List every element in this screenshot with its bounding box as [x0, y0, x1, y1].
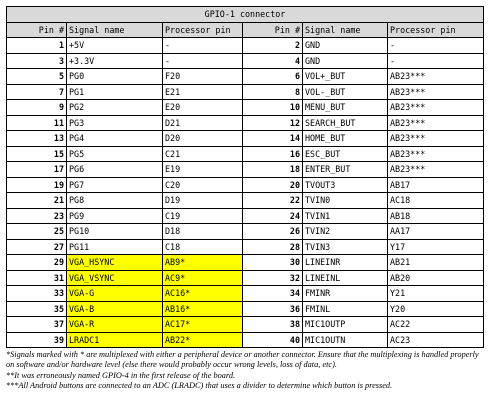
- left-signal-name-cell: PG2: [67, 100, 163, 116]
- right-pin-cell: 2: [243, 38, 303, 54]
- left-processor-pin-cell: D20: [163, 131, 243, 147]
- left-pin-cell: 29: [7, 255, 67, 271]
- footnote-android-buttons: ***All Android buttons are connected to an ADC (LRADC) that uses a divider to determine which button is pressed.: [6, 381, 393, 391]
- right-processor-pin-cell: AC23: [388, 332, 484, 348]
- right-pin-cell: 20: [243, 177, 303, 193]
- left-signal-name-cell: VGA-G: [67, 286, 163, 302]
- right-pin-cell: 26: [243, 224, 303, 240]
- gpio-connector-table: [6, 6, 484, 348]
- table-row: [7, 146, 484, 162]
- right-processor-pin-cell: Y17: [388, 239, 484, 255]
- right-pin-cell: 36: [243, 301, 303, 317]
- right-pin-cell: 4: [243, 53, 303, 69]
- left-pin-cell: 37: [7, 317, 67, 333]
- left-processor-pin-cell: -: [163, 53, 243, 69]
- left-signal-name-cell: +5V: [67, 38, 163, 54]
- right-signal-name-cell: GND: [303, 53, 388, 69]
- table-row: [7, 332, 484, 348]
- left-processor-pin-cell: AB22*: [163, 332, 243, 348]
- right-signal-name-cell: HOME_BUT: [303, 131, 388, 147]
- table-row: [7, 193, 484, 209]
- left-pin-cell: 25: [7, 224, 67, 240]
- left-processor-pin-cell: C20: [163, 177, 243, 193]
- right-processor-pin-cell: AB18: [388, 208, 484, 224]
- table-row: [7, 84, 484, 100]
- right-signal-name-cell: FMINL: [303, 301, 388, 317]
- left-signal-name-cell: PG3: [67, 115, 163, 131]
- right-pin-cell: 38: [243, 317, 303, 333]
- left-signal-name-cell: VGA_HSYNC: [67, 255, 163, 271]
- right-processor-pin-cell: AB23***: [388, 84, 484, 100]
- left-processor-pin-cell: D21: [163, 115, 243, 131]
- footnote-gpio4-name: **It was erroneously named GPIO-4 in the first release of the board.: [6, 370, 236, 380]
- left-signal-name-cell: LRADC1: [67, 332, 163, 348]
- right-processor-pin-cell: AB23***: [388, 162, 484, 178]
- header-left-signal-name: Signal name: [67, 22, 163, 38]
- right-signal-name-cell: ESC_BUT: [303, 146, 388, 162]
- right-signal-name-cell: ENTER_BUT: [303, 162, 388, 178]
- left-processor-pin-cell: E19: [163, 162, 243, 178]
- header-left-processor-pin: Processor pin: [163, 22, 243, 38]
- table-row: [7, 208, 484, 224]
- left-processor-pin-cell: AC17*: [163, 317, 243, 333]
- table-row: [7, 115, 484, 131]
- right-pin-cell: 24: [243, 208, 303, 224]
- gpio-document: [6, 6, 483, 392]
- right-pin-cell: 32: [243, 270, 303, 286]
- header-right-processor-pin: Processor pin: [388, 22, 484, 38]
- table-row: [7, 255, 484, 271]
- left-processor-pin-cell: F20: [163, 69, 243, 85]
- right-signal-name-cell: MENU_BUT: [303, 100, 388, 116]
- right-pin-cell: 34: [243, 286, 303, 302]
- footnote-multiplexing: *Signals marked with * are multiplexed with either a peripheral device or another connector. Ensure that the multiplexing is handled properly on software and/or hardware level (else there would probably occur wrong levels, loss of data, etc).: [6, 350, 479, 370]
- left-signal-name-cell: PG11: [67, 239, 163, 255]
- right-processor-pin-cell: Y21: [388, 286, 484, 302]
- left-pin-cell: 9: [7, 100, 67, 116]
- right-processor-pin-cell: AB23***: [388, 146, 484, 162]
- left-pin-cell: 11: [7, 115, 67, 131]
- right-signal-name-cell: VOL+_BUT: [303, 69, 388, 85]
- right-processor-pin-cell: AB17: [388, 177, 484, 193]
- header-left-pin: Pin #: [7, 22, 67, 38]
- right-pin-cell: 16: [243, 146, 303, 162]
- right-signal-name-cell: TVIN1: [303, 208, 388, 224]
- left-processor-pin-cell: D18: [163, 224, 243, 240]
- right-processor-pin-cell: -: [388, 53, 484, 69]
- left-processor-pin-cell: E21: [163, 84, 243, 100]
- right-pin-cell: 6: [243, 69, 303, 85]
- right-pin-cell: 14: [243, 131, 303, 147]
- right-signal-name-cell: MIC1OUTP: [303, 317, 388, 333]
- left-signal-name-cell: VGA-B: [67, 301, 163, 317]
- left-signal-name-cell: PG1: [67, 84, 163, 100]
- right-pin-cell: 10: [243, 100, 303, 116]
- table-row: [7, 131, 484, 147]
- left-signal-name-cell: VGA-R: [67, 317, 163, 333]
- left-pin-cell: 5: [7, 69, 67, 85]
- left-pin-cell: 39: [7, 332, 67, 348]
- right-pin-cell: 18: [243, 162, 303, 178]
- right-signal-name-cell: LINEINR: [303, 255, 388, 271]
- header-right-pin: Pin #: [243, 22, 303, 38]
- left-signal-name-cell: PG8: [67, 193, 163, 209]
- right-processor-pin-cell: AA17: [388, 224, 484, 240]
- left-pin-cell: 23: [7, 208, 67, 224]
- left-pin-cell: 15: [7, 146, 67, 162]
- right-signal-name-cell: TVOUT3: [303, 177, 388, 193]
- right-pin-cell: 40: [243, 332, 303, 348]
- right-pin-cell: 22: [243, 193, 303, 209]
- header-right-signal-name: Signal name: [303, 22, 388, 38]
- left-processor-pin-cell: AB16*: [163, 301, 243, 317]
- left-processor-pin-cell: AB9*: [163, 255, 243, 271]
- table-row: [7, 177, 484, 193]
- right-processor-pin-cell: AB23***: [388, 100, 484, 116]
- left-signal-name-cell: VGA_VSYNC: [67, 270, 163, 286]
- right-signal-name-cell: MIC1OUTN: [303, 332, 388, 348]
- table-title-row: [7, 7, 484, 23]
- table-row: [7, 239, 484, 255]
- table-row: [7, 301, 484, 317]
- left-pin-cell: 19: [7, 177, 67, 193]
- right-processor-pin-cell: AB21: [388, 255, 484, 271]
- left-signal-name-cell: PG5: [67, 146, 163, 162]
- left-processor-pin-cell: -: [163, 38, 243, 54]
- table-row: [7, 53, 484, 69]
- left-processor-pin-cell: E20: [163, 100, 243, 116]
- footnotes: [6, 350, 483, 392]
- table-row: [7, 38, 484, 54]
- left-pin-cell: 35: [7, 301, 67, 317]
- left-signal-name-cell: PG9: [67, 208, 163, 224]
- right-processor-pin-cell: -: [388, 38, 484, 54]
- table-row: [7, 69, 484, 85]
- left-signal-name-cell: PG10: [67, 224, 163, 240]
- right-signal-name-cell: LINEINL: [303, 270, 388, 286]
- left-pin-cell: 7: [7, 84, 67, 100]
- right-processor-pin-cell: AB23***: [388, 115, 484, 131]
- left-pin-cell: 3: [7, 53, 67, 69]
- left-processor-pin-cell: C19: [163, 208, 243, 224]
- right-processor-pin-cell: AB23***: [388, 69, 484, 85]
- left-signal-name-cell: PG4: [67, 131, 163, 147]
- right-pin-cell: 12: [243, 115, 303, 131]
- table-row: [7, 100, 484, 116]
- left-processor-pin-cell: C18: [163, 239, 243, 255]
- left-pin-cell: 31: [7, 270, 67, 286]
- right-processor-pin-cell: AB20: [388, 270, 484, 286]
- right-processor-pin-cell: AB23***: [388, 131, 484, 147]
- left-processor-pin-cell: C21: [163, 146, 243, 162]
- left-processor-pin-cell: D19: [163, 193, 243, 209]
- right-signal-name-cell: FMINR: [303, 286, 388, 302]
- right-pin-cell: 30: [243, 255, 303, 271]
- left-signal-name-cell: PG7: [67, 177, 163, 193]
- right-signal-name-cell: TVIN0: [303, 193, 388, 209]
- table-row: [7, 162, 484, 178]
- table-row: [7, 317, 484, 333]
- left-pin-cell: 27: [7, 239, 67, 255]
- right-processor-pin-cell: AC18: [388, 193, 484, 209]
- right-signal-name-cell: SEARCH_BUT: [303, 115, 388, 131]
- table-row: [7, 224, 484, 240]
- left-signal-name-cell: PG0: [67, 69, 163, 85]
- right-signal-name-cell: TVIN2: [303, 224, 388, 240]
- table-header-row: [7, 22, 484, 38]
- left-pin-cell: 13: [7, 131, 67, 147]
- table-title: GPIO-1 connector: [7, 7, 484, 23]
- left-signal-name-cell: PG6: [67, 162, 163, 178]
- table-body: [7, 38, 484, 348]
- table-row: [7, 270, 484, 286]
- right-pin-cell: 28: [243, 239, 303, 255]
- table-row: [7, 286, 484, 302]
- left-pin-cell: 17: [7, 162, 67, 178]
- left-processor-pin-cell: AC9*: [163, 270, 243, 286]
- left-processor-pin-cell: AC16*: [163, 286, 243, 302]
- right-signal-name-cell: TVIN3: [303, 239, 388, 255]
- right-signal-name-cell: VOL-_BUT: [303, 84, 388, 100]
- left-signal-name-cell: +3.3V: [67, 53, 163, 69]
- left-pin-cell: 21: [7, 193, 67, 209]
- right-pin-cell: 8: [243, 84, 303, 100]
- left-pin-cell: 1: [7, 38, 67, 54]
- right-signal-name-cell: GND: [303, 38, 388, 54]
- right-processor-pin-cell: AC22: [388, 317, 484, 333]
- right-processor-pin-cell: Y20: [388, 301, 484, 317]
- left-pin-cell: 33: [7, 286, 67, 302]
